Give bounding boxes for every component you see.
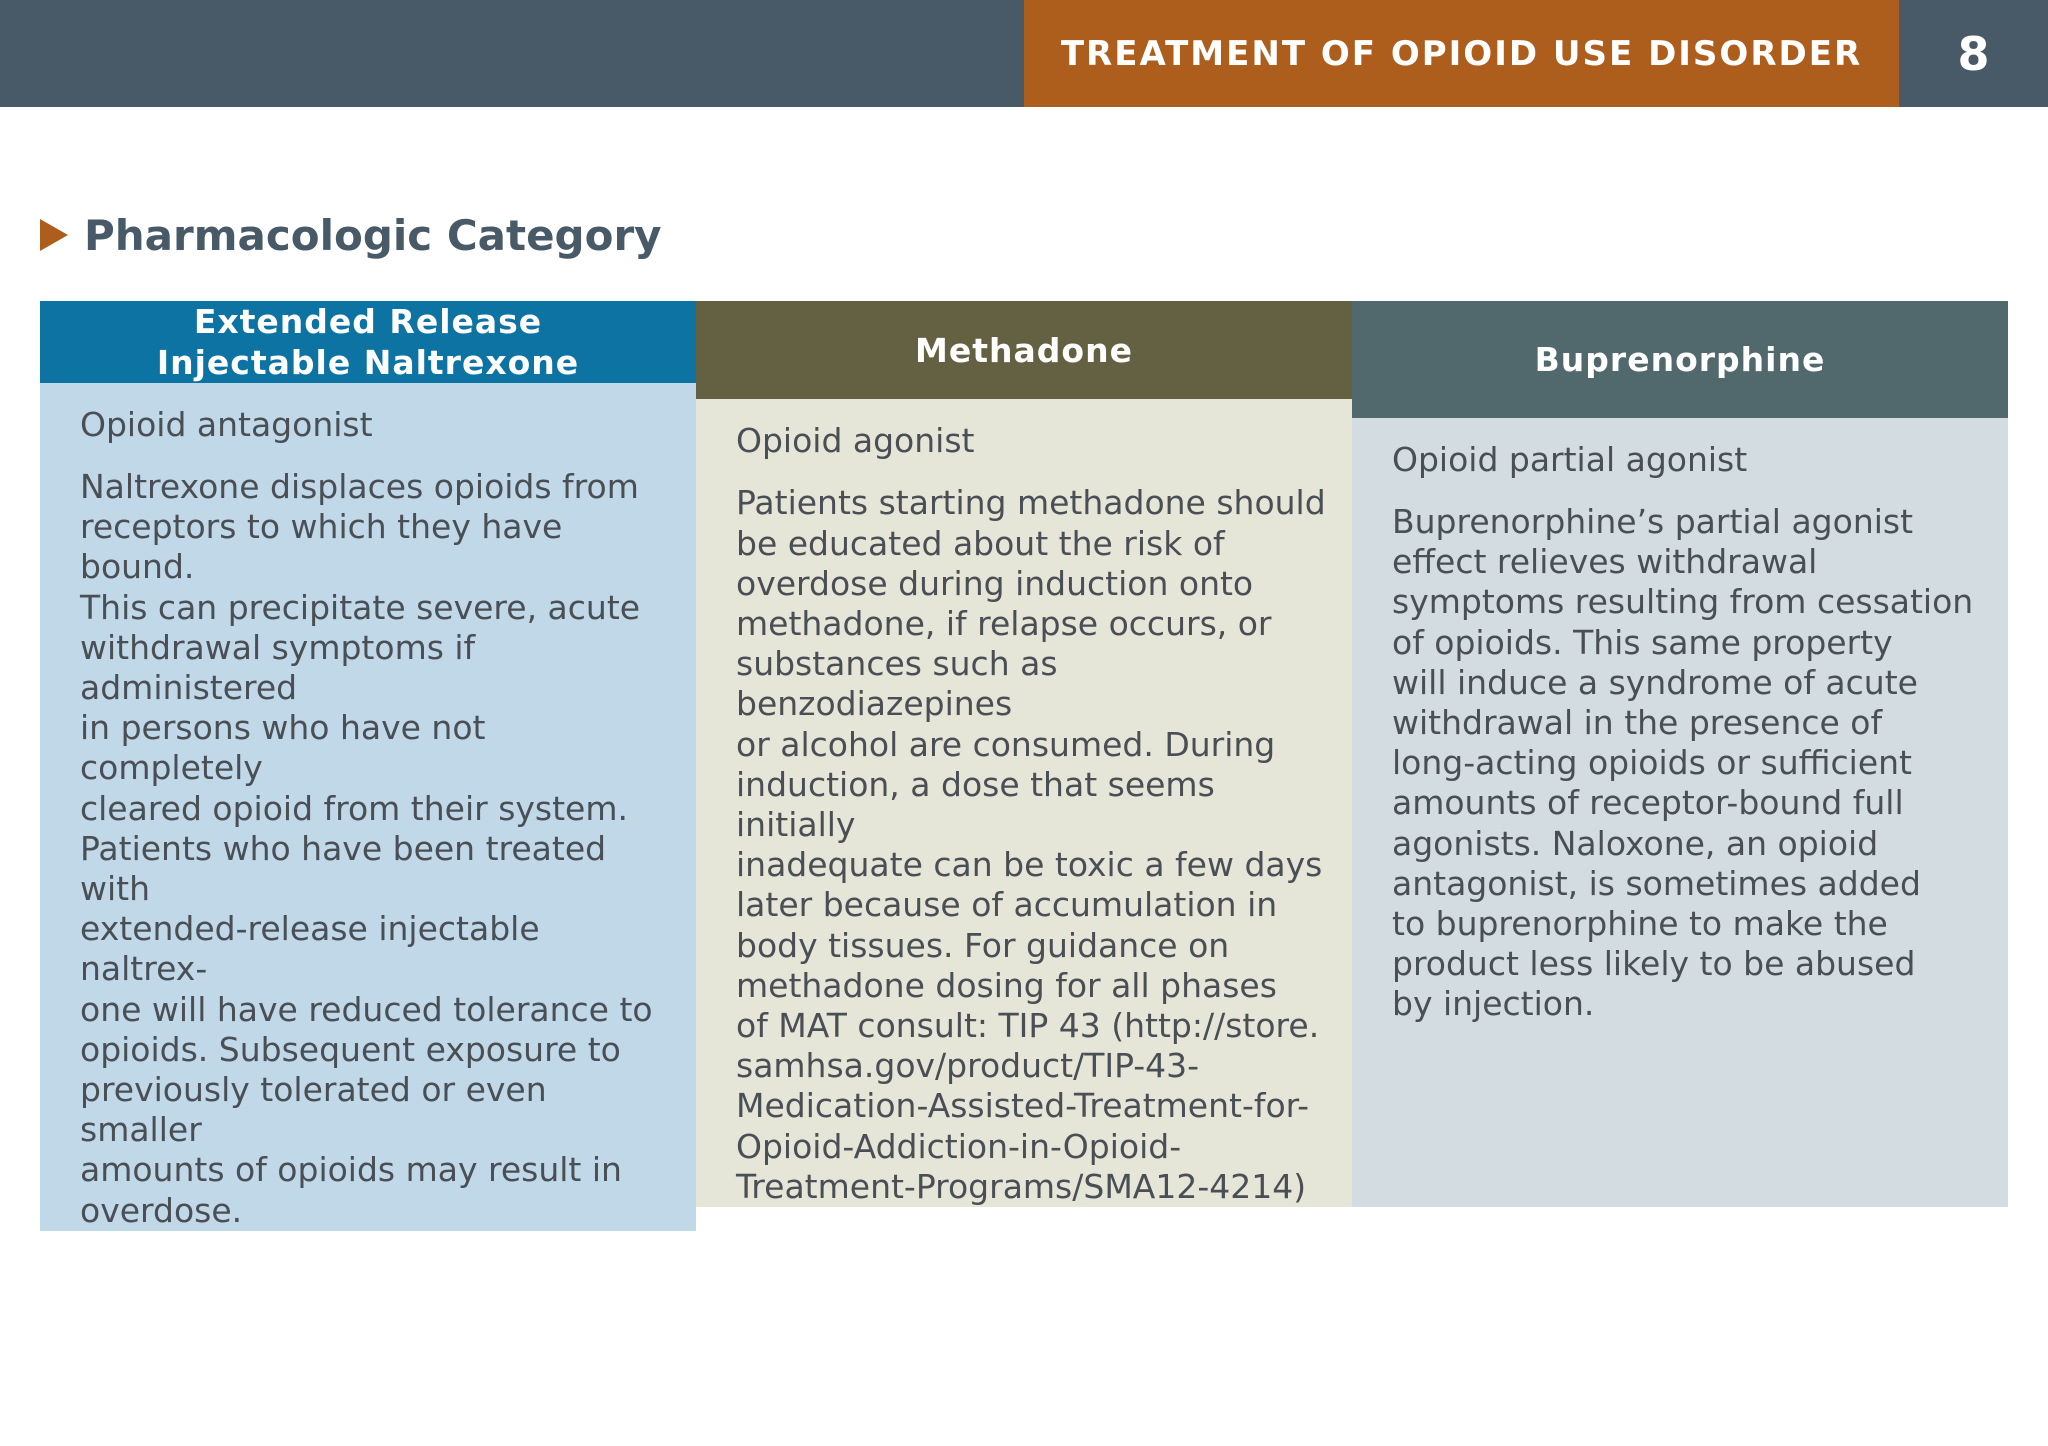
- column-body: [1352, 418, 2008, 1207]
- column-text: Buprenorphine’s partial agonist effect relieves withdrawal symptoms resulting from cessation of opioids. This same property will induce a syndrome of acute withdrawal in the presence of long-acting opioids or sufficient amounts of receptor-bound full agonists. Naloxone, an opioid antagonist, is sometimes added to buprenorphine to make the product less likely to be abused by injection.: [1392, 502, 1974, 1024]
- column-body: [40, 383, 696, 1231]
- page-number: 8: [1957, 26, 1990, 81]
- comparison-table: [40, 301, 2008, 1230]
- column-header: Methadone: [696, 301, 1352, 399]
- document-title: TREATMENT OF OPIOID USE DISORDER: [1060, 33, 1863, 74]
- table-column-buprenorphine: [1352, 301, 2008, 1207]
- table-column-methadone: [696, 301, 1352, 1207]
- column-subheading: Opioid agonist: [736, 421, 975, 461]
- triangle-right-icon: [40, 219, 68, 251]
- section-title: Pharmacologic Category: [84, 210, 662, 260]
- table-column-naltrexone: [40, 301, 696, 1230]
- header-title-box: [1024, 0, 1899, 107]
- section-heading: [40, 205, 662, 265]
- column-text: Naltrexone displaces opioids from receptors to which they have bound. This can precipitate severe, acute withdrawal symptoms if administered in persons who have not completely cleared opioid from their system. Patients who have been treated with extended-release injectable naltrex- one will have reduced tolerance to opioids. Subsequent exposure to previously tolerated or even smaller amounts of opioids may result in overdose.: [80, 467, 653, 1230]
- column-subheading: Opioid partial agonist: [1392, 440, 1748, 479]
- column-subheading: Opioid antagonist: [80, 405, 373, 444]
- column-text: Patients starting methadone should be educated about the risk of overdose during induction onto methadone, if relapse occurs, or substances such as benzodiazepines or alcohol are consumed. During induction, a dose that seems initially inadequate can be toxic a few days later because of accumulation in body tissues. For guidance on methadone dosing for all phases of MAT consult: TIP 43 (http://store. samhsa.gov/product/TIP-43- Medication-Assisted-Treatment-for- Opioid-Addiction-in-Opioid- Treatment-Programs/SMA12-4214): [736, 483, 1326, 1206]
- column-header: Extended Release Injectable Naltrexone: [40, 301, 696, 383]
- column-body: [696, 399, 1352, 1207]
- column-header: Buprenorphine: [1352, 301, 2008, 418]
